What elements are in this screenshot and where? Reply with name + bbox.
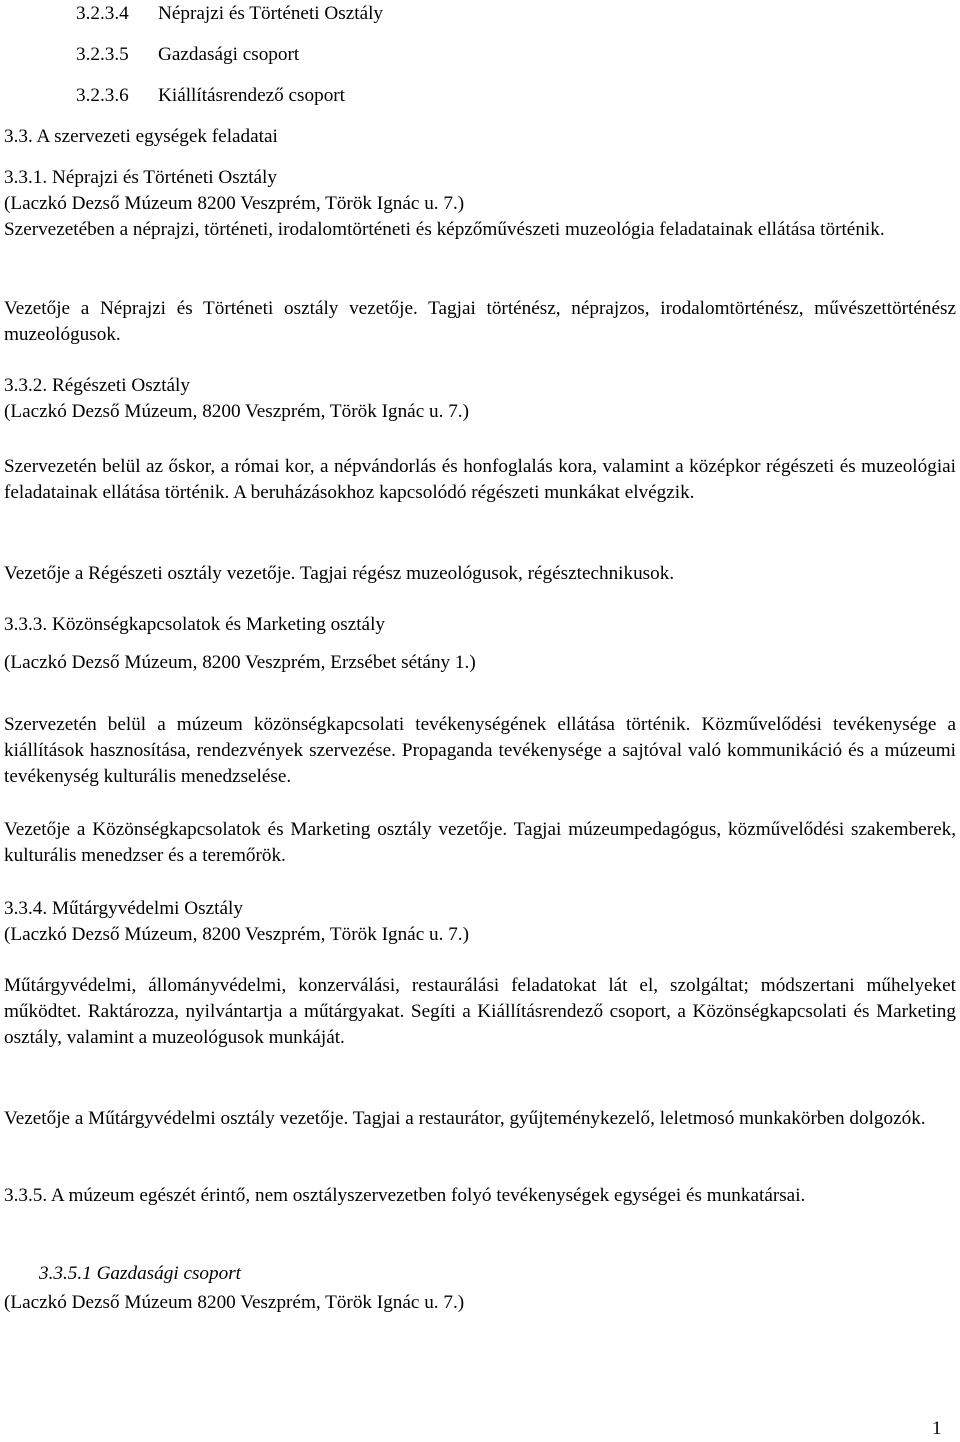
section-address-3-3-3: (Laczkó Dezső Múzeum, 8200 Veszprém, Erzsébet sétány 1.) [4,652,476,673]
section-paragraph-3-3-3-staff: Vezetője a Közönségkapcsolatok és Marketing osztály vezetője. Tagjai múzeumpedagógus, közművelődési szakemberek, kulturális menedzser és a teremőrök. [4,819,956,866]
toc-entry-number: 3.2.3.5 [76,44,129,65]
section-paragraph-3-3-2-scope: Szervezetén belül az őskor, a római kor, a népvándorlás és honfoglalás kora, valamint a középkor régészeti és muzeológiai feladatainak ellátása történik. A beruházásokhoz kapcsolódó régészeti munkákat elvégzik. [4,456,956,503]
toc-entry [76,1,383,27]
toc-entry-title: Kiállításrendező csoport [158,85,346,106]
toc-entry [76,83,345,109]
toc-entry-title: Gazdasági csoport [158,44,300,65]
section-address-3-3-5-1: (Laczkó Dezső Múzeum 8200 Veszprém, Török Ignác u. 7.) [4,1292,465,1313]
section-paragraph-3-3-1-scope: Szervezetében a néprajzi, történeti, irodalomtörténeti és képzőművészeti muzeológia feladatainak ellátása történik. [4,219,885,240]
section-address-3-3-4: (Laczkó Dezső Múzeum, 8200 Veszprém, Török Ignác u. 7.) [4,924,469,945]
section-heading-3-3: 3.3. A szervezeti egységek feladatai [4,126,278,147]
section-heading-3-3-4: 3.3.4. Műtárgyvédelmi Osztály [4,898,243,919]
toc-entry-number: 3.2.3.4 [76,3,129,24]
section-paragraph-3-3-1-staff: Vezetője a Néprajzi és Történeti osztály vezetője. Tagjai történész, néprajzos, irodalomtörténész, művészettörténész muzeológusok. [4,298,956,345]
section-paragraph-3-3-2-staff: Vezetője a Régészeti osztály vezetője. Tagjai régész muzeológusok, régésztechnikusok. [4,563,675,584]
section-heading-3-3-2: 3.3.2. Régészeti Osztály [4,375,190,396]
section-heading-3-3-5-1: 3.3.5.1 Gazdasági csoport [39,1263,242,1284]
toc-entry-title: Néprajzi és Történeti Osztály [158,3,384,24]
section-paragraph-3-3-3-scope: Szervezetén belül a múzeum közönségkapcsolati tevékenységének ellátása történik. Közművelődési tevékenysége a kiállítások hasznosítása, rendezvények szervezése. Propaganda tevékenysége a sajtóval való kommunikáció és a múzeumi tevékenység kulturális menedzselése. [4,714,956,787]
section-paragraph-3-3-4-staff: Vezetője a Műtárgyvédelmi osztály vezetője. Tagjai a restaurátor, gyűjteménykezelő, leletmosó munkakörben dolgozók. [4,1108,926,1129]
section-paragraph-3-3-4-scope: Műtárgyvédelmi, állományvédelmi, konzerválási, restaurálási feladatokat lát el, szolgáltat; módszertani műhelyeket működtet. Raktározza, nyilvántartja a műtárgyakat. Segíti a Kiállításrendező csoport, a Közönségkapcsolati és Marketing osztály, valamint a muzeológusok munkáját. [4,975,956,1048]
section-address-3-3-2: (Laczkó Dezső Múzeum, 8200 Veszprém, Török Ignác u. 7.) [4,401,469,422]
section-heading-3-3-5: 3.3.5. A múzeum egészét érintő, nem osztályszervezetben folyó tevékenységek egységei és munkatársai. [4,1185,806,1206]
section-address-3-3-1: (Laczkó Dezső Múzeum 8200 Veszprém, Török Ignác u. 7.) [4,193,465,214]
section-heading-3-3-1: 3.3.1. Néprajzi és Történeti Osztály [4,167,277,188]
toc-entry [76,42,299,68]
page-number: 1 [932,1418,942,1439]
section-heading-3-3-3: 3.3.3. Közönségkapcsolatok és Marketing osztály [4,614,385,635]
toc-entry-number: 3.2.3.6 [76,85,129,106]
